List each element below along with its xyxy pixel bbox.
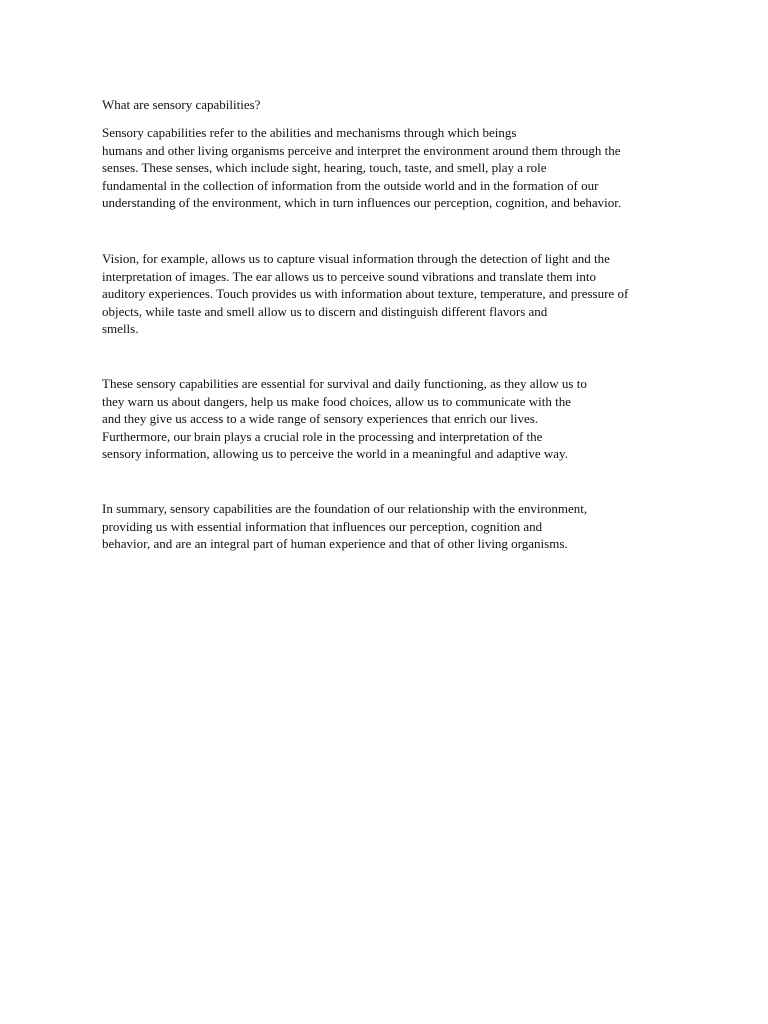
document-heading: [102, 96, 682, 114]
paragraph-line: Furthermore, our brain plays a crucial role in the processing and interpretation of the: [102, 428, 543, 444]
paragraph-line: senses. These senses, which include sight, hearing, touch, taste, and smell, play a role: [102, 160, 547, 176]
paragraph-line: sensory information, allowing us to perceive the world in a meaningful and adaptive way.: [102, 446, 568, 462]
paragraph-line: Vision, for example, allows us to capture visual information through the detection of light and the: [102, 251, 610, 266]
paragraph-line: These sensory capabilities are essential for survival and daily functioning, as they allow us to: [102, 376, 587, 391]
paragraph-3: [102, 375, 682, 463]
paragraph-line: objects, while taste and smell allow us to discern and distinguish different flavors and: [102, 303, 548, 319]
paragraph-line: fundamental in the collection of information from the outside world and in the formation of our: [102, 177, 599, 193]
paragraph-line: In summary, sensory capabilities are the foundation of our relationship with the environment,: [102, 501, 588, 516]
paragraph-2: [102, 250, 682, 338]
paragraph-line: understanding of the environment, which in turn influences our perception, cognition, and behavior.: [102, 195, 622, 211]
paragraph-line: providing us with essential information that influences our perception, cognition and: [102, 518, 543, 534]
paragraph-line: smells.: [102, 321, 139, 337]
paragraph-line: humans and other living organisms perceive and interpret the environment around them through the: [102, 142, 621, 158]
paragraph-line: Sensory capabilities refer to the abilities and mechanisms through which beings: [102, 125, 517, 140]
paragraph-line: auditory experiences. Touch provides us with information about texture, temperature, and pressure of: [102, 286, 629, 302]
heading-text: What are sensory capabilities?: [102, 97, 261, 112]
paragraph-line: behavior, and are an integral part of human experience and that of other living organisms.: [102, 536, 568, 552]
paragraph-line: and they give us access to a wide range of sensory experiences that enrich our lives.: [102, 411, 539, 427]
paragraph-line: they warn us about dangers, help us make food choices, allow us to communicate with the: [102, 393, 571, 409]
paragraph-4: [102, 500, 682, 553]
paragraph-line: interpretation of images. The ear allows us to perceive sound vibrations and translate them into: [102, 268, 596, 284]
paragraph-1: [102, 124, 682, 212]
